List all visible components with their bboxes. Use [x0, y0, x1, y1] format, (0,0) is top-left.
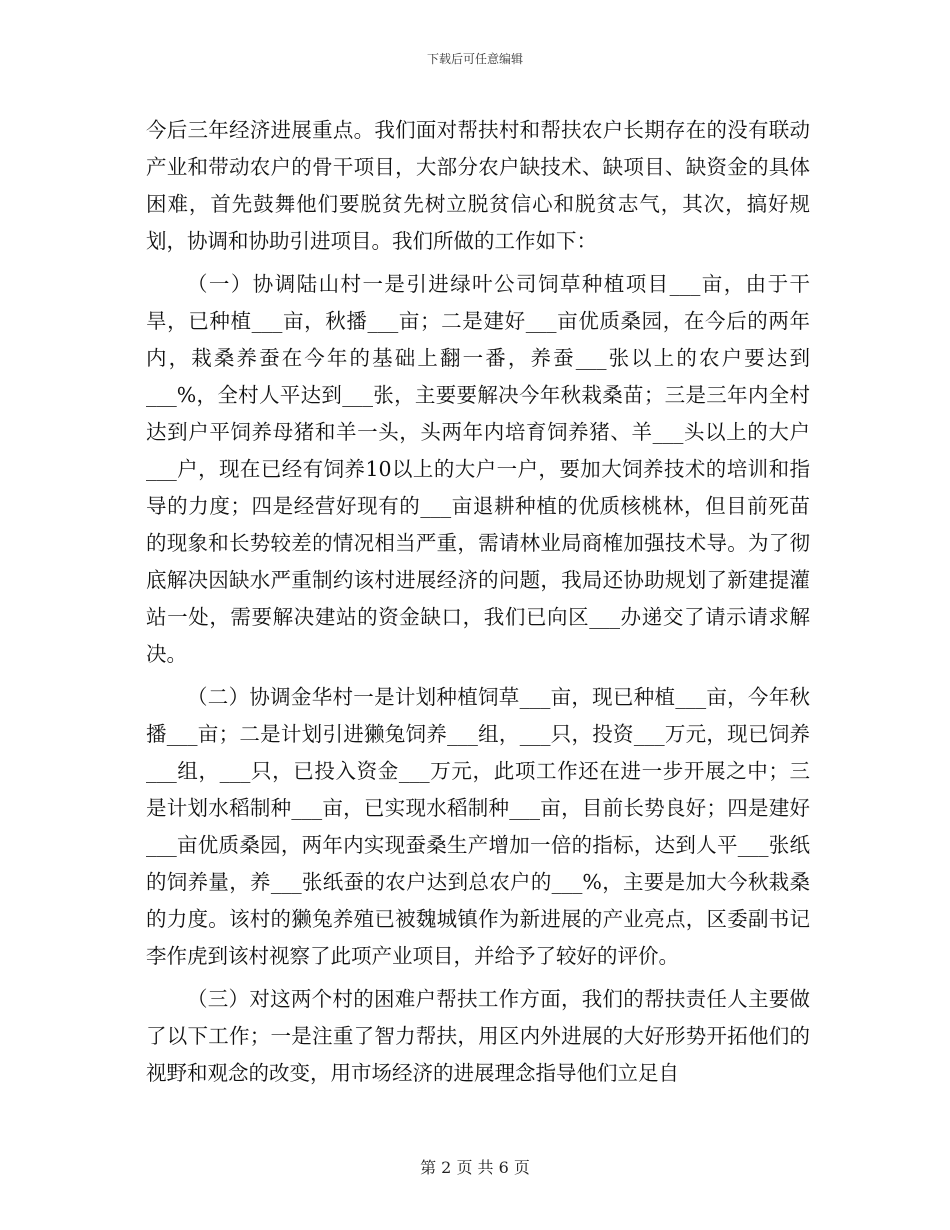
paragraph-jinhua-village: （二）协调金华村一是计划种植饲草___亩，现已种植___亩，今年秋播___亩；二是计划引进獭兔饲养___组，___只，投资___万元，现已饲养___组，___只，已投入资金___万元，此项工作还在进一步开展之中；三是计划水稻制种___亩，已实现水稻制种___亩，目前长势良好；四是建好___亩优质桑园，两年内实现蚕桑生产增加一倍的指标，达到人平___张纸的饲养量，养___张纸蚕的农户达到总农户的___%，主要是加大今秋栽桑的力度。该村的獭兔养殖已被魏城镇作为新进展的产业亮点，区委副书记李作虎到该村视察了此项产业项目，并给予了较好的评价。: [146, 685, 810, 968]
paragraph-lushan-village: （一）协调陆山村一是引进绿叶公司饲草种植项目___亩，由于干旱，已种植___亩，秋播___亩；二是建好___亩优质桑园，在今后的两年内，栽桑养蚕在今年的基础上翻一番，养蚕___张以上的农户要达到___%，全村人平达到___张，主要要解决今年秋栽桑苗；三是三年内全村达到户平饲养母猪和羊一头，头两年内培育饲养猪、羊___头以上的大户___户，现在已经有饲养10以上的大户一户，要加大饲养技术的培训和指导的力度；四是经营好现有的___亩退耕种植的优质核桃林，但目前死苗的现象和长势较差的情况相当严重，需请林业局商榷加强技术导。为了彻底解决因缺水严重制约该村进展经济的问题，我局还协助规划了新建提灌站一处，需要解决建站的资金缺口，我们已向区___办递交了请示请求解决。: [146, 272, 810, 666]
paragraph-intro: 今后三年经济进展重点。我们面对帮扶村和帮扶农户长期存在的没有联动产业和带动农户的骨干项目，大部分农户缺技术、缺项目、缺资金的具体困难，首先鼓舞他们要脱贫先树立脱贫信心和脱贫志气，其次，搞好规划，协调和协助引进项目。我们所做的工作如下：: [146, 118, 810, 253]
paragraph-poor-households: （三）对这两个村的困难户帮扶工作方面，我们的帮扶责任人主要做了以下工作；一是注重了智力帮扶，用区内外进展的大好形势开拓他们的视野和观念的改变，用市场经济的进展理念指导他们立足自: [146, 987, 810, 1085]
page-header: 下载后可任意编辑: [426, 52, 523, 66]
page-footer: 第 2 页 共 6 页: [420, 1158, 530, 1177]
body-text: [146, 112, 810, 1098]
